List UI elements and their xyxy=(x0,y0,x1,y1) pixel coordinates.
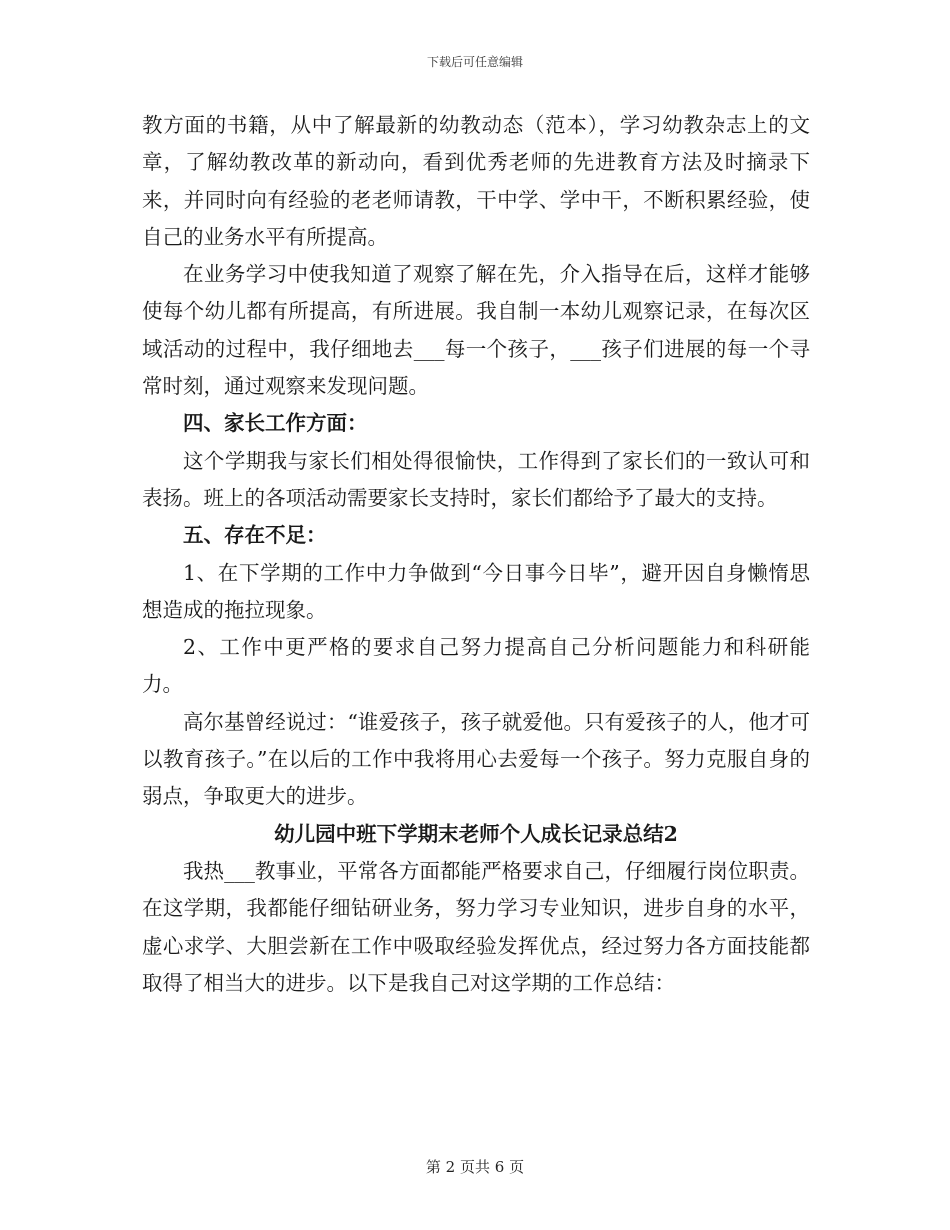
page-footer-number: 第 2 页共 6 页 xyxy=(425,1158,525,1176)
paragraph-parents: 这个学期我与家长们相处得很愉快，工作得到了家长们的一致认可和表扬。班上的各项活动需要家长支持时，家长们都给予了最大的支持。 xyxy=(142,448,810,510)
list-item-1: 1、在下学期的工作中力争做到“今日事今日毕”，避开因自身懒惰思想造成的拖拉现象。 xyxy=(142,560,810,622)
document-title-2: 幼儿园中班下学期末老师个人成长记录总结2 xyxy=(274,821,678,846)
list-item-2: 2、工作中更严格的要求自己努力提高自己分析问题能力和科研能力。 xyxy=(142,635,810,697)
section-heading-parents: 四、家长工作方面： xyxy=(183,411,368,436)
paragraph-observation: 在业务学习中使我知道了观察了解在先，介入指导在后，这样才能够使每个幼儿都有所提高，有所进展。我自制一本幼儿观察记录，在每次区域活动的过程中，我仔细地去___每一个孩子，___孩子们进展的每一个寻常时刻，通过观察来发现问题。 xyxy=(142,262,810,399)
section-heading-shortcomings: 五、存在不足： xyxy=(183,523,327,548)
paragraph-quote: 高尔基曾经说过：“谁爱孩子，孩子就爱他。只有爱孩子的人，他才可以教育孩子。”在以后的工作中我将用心去爱每一个孩子。努力克服自身的弱点，争取更大的进步。 xyxy=(142,709,810,809)
paragraph-continued: 教方面的书籍，从中了解最新的幼教动态（范本），学习幼教杂志上的文章，了解幼教改革的新动向，看到优秀老师的先进教育方法及时摘录下来，并同时向有经验的老老师请教，干中学、学中干，不断积累经验，使自己的业务水平有所提高。 xyxy=(142,113,810,249)
paragraph-intro-2: 我热___教事业，平常各方面都能严格要求自己，仔细履行岗位职责。在这学期，我都能仔细钻研业务，努力学习专业知识，进步自身的水平，虚心求学、大胆尝新在工作中吸取经验发挥优点，经过努力各方面技能都取得了相当大的进步。以下是我自己对这学期的工作总结： xyxy=(142,858,810,995)
document-body xyxy=(142,107,810,1002)
page-header-note: 下载后可任意编辑 xyxy=(426,55,523,69)
